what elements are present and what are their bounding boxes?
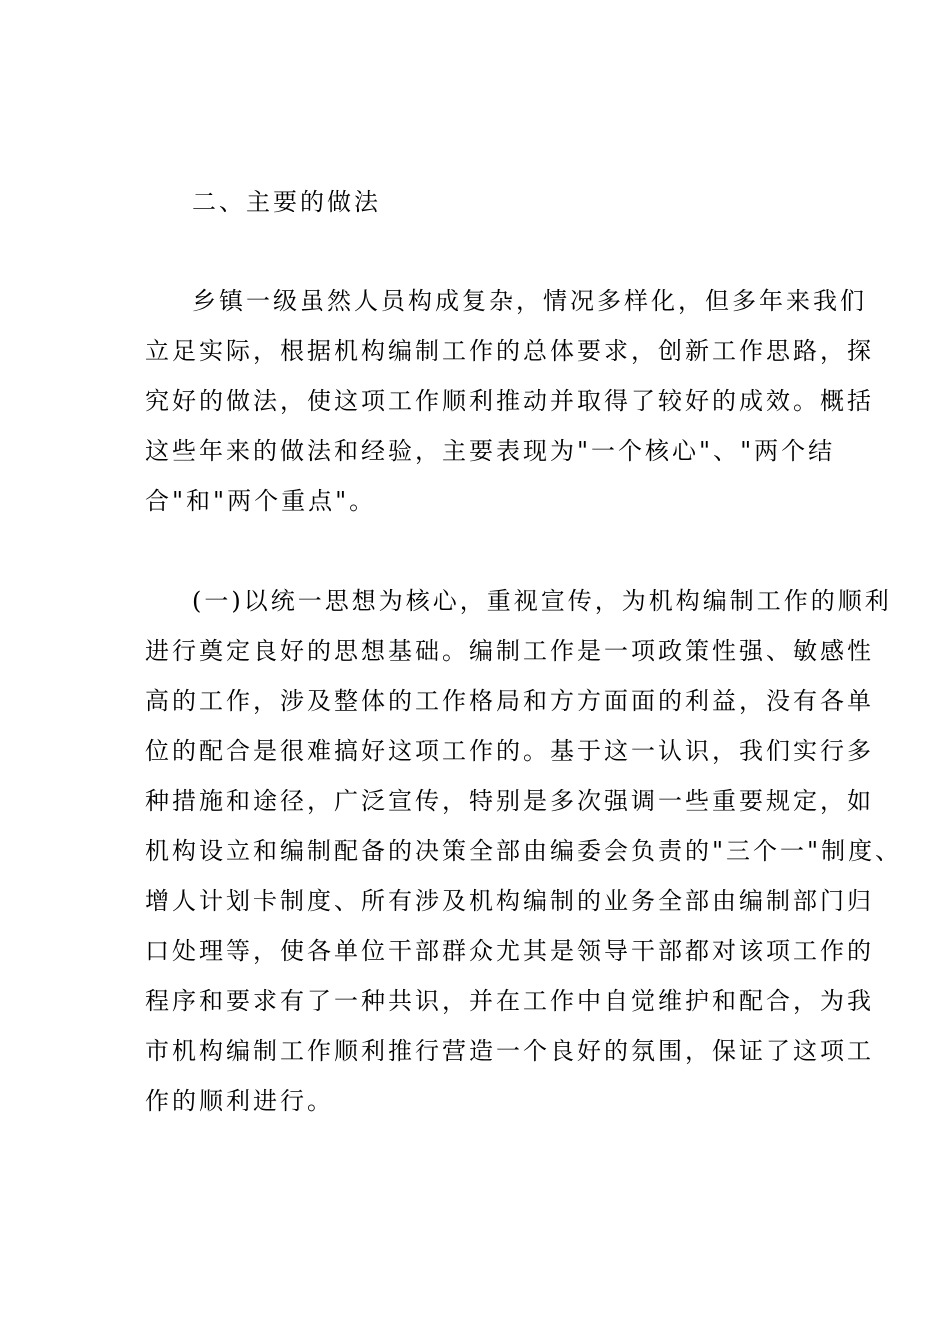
paragraph-line: 增人计划卡制度、所有涉及机构编制的业务全部由编制部门归 — [145, 887, 874, 915]
paragraph-line: 作的顺利进行。 — [145, 1087, 334, 1115]
paragraph-line: 进行奠定良好的思想基础。编制工作是一项政策性强、敏感性 — [145, 637, 874, 665]
paragraph-line: 高的工作，涉及整体的工作格局和方方面面的利益，没有各单 — [145, 687, 874, 715]
paragraph-line: 市机构编制工作顺利推行营造一个良好的氛围，保证了这项工 — [145, 1037, 874, 1065]
paragraph-intro — [145, 276, 874, 526]
paragraph-core — [145, 576, 903, 1126]
paragraph-line: 机构设立和编制配备的决策全部由编委会负责的"三个一"制度、 — [145, 837, 903, 865]
paragraph-line: 位的配合是很难搞好这项工作的。基于这一认识，我们实行多 — [145, 737, 874, 765]
section-heading: 二、主要的做法 — [192, 188, 381, 216]
paragraph-line: (一)以统一思想为核心，重视宣传，为机构编制工作的顺利 — [192, 587, 892, 615]
paragraph-line: 口处理等，使各单位干部群众尤其是领导干部都对该项工作的 — [145, 937, 874, 965]
paragraph-line: 这些年来的做法和经验，主要表现为"一个核心"、"两个结 — [145, 437, 836, 465]
paragraph-line: 究好的做法，使这项工作顺利推动并取得了较好的成效。概括 — [145, 387, 874, 415]
paragraph-line: 立足实际，根据机构编制工作的总体要求，创新工作思路，探 — [145, 337, 874, 365]
paragraph-line: 程序和要求有了一种共识，并在工作中自觉维护和配合，为我 — [145, 987, 874, 1015]
paragraph-line: 种措施和途径，广泛宣传，特别是多次强调一些重要规定，如 — [145, 787, 874, 815]
paragraph-line: 合"和"两个重点"。 — [145, 487, 377, 515]
paragraph-line: 乡镇一级虽然人员构成复杂，情况多样化，但多年来我们 — [192, 287, 867, 315]
